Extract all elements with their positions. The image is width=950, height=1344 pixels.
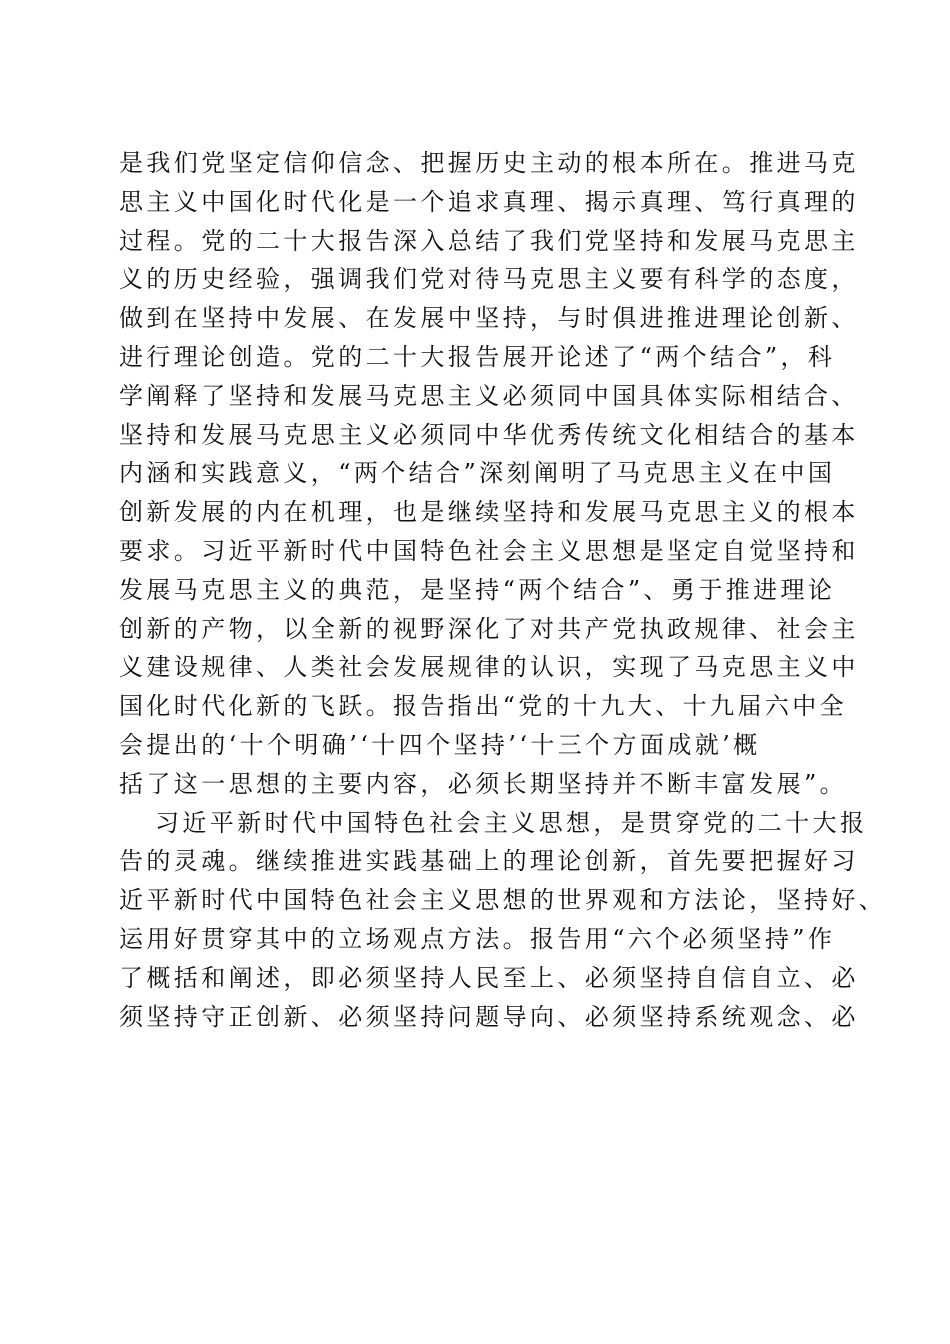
text-line: 进行理论创造。党的二十大报告展开论述了“两个结合”，科 — [119, 342, 836, 371]
text-line: 创新发展的内在机理，也是继续坚持和发展马克思主义的根本 — [119, 498, 859, 527]
text-line: 是我们党坚定信仰信念、把握历史主动的根本所在。推进马克 — [119, 149, 859, 177]
text-line: 括了这一思想的主要内容，必须长期坚持并不断丰富发展”。 — [119, 769, 848, 798]
text-line: 思主义中国化时代化是一个追求真理、揭示真理、笃行真理的 — [119, 187, 859, 216]
text-line: 国化时代化新的飞跃。报告指出“党的十九大、十九届六中全 — [119, 692, 848, 721]
text-line: 了概括和阐述，即必须坚持人民至上、必须坚持自信自立、必 — [119, 963, 859, 992]
text-line: 内涵和实践意义，“两个结合”深刻阐明了马克思主义在中国 — [119, 459, 836, 488]
text-line: 习近平新时代中国特色社会主义思想，是贯穿党的二十大报 — [155, 808, 868, 837]
text-line: 告的灵魂。继续推进实践基础上的理论创新，首先要把握好习 — [119, 847, 859, 876]
text-line: 学阐释了坚持和发展马克思主义必须同中国具体实际相结合、 — [119, 381, 859, 410]
text-line: 义的历史经验，强调我们党对待马克思主义要有科学的态度， — [119, 265, 859, 294]
paragraph-1 — [119, 144, 859, 804]
text-line: 义建设规律、人类社会发展规律的认识，实现了马克思主义中 — [119, 653, 859, 682]
text-line: 过程。党的二十大报告深入总结了我们党坚持和发展马克思主 — [119, 226, 859, 255]
body-text — [119, 144, 887, 1036]
text-line: 创新的产物，以全新的视野深化了对共产党执政规律、社会主 — [119, 614, 859, 643]
text-line: 运用好贯穿其中的立场观点方法。报告用“六个必须坚持”作 — [119, 924, 836, 953]
text-line: 近平新时代中国特色社会主义思想的世界观和方法论，坚持好、 — [119, 886, 887, 915]
text-line: 发展马克思主义的典范，是坚持“两个结合”、勇于推进理论 — [119, 575, 836, 604]
text-line: 坚持和发展马克思主义必须同中华优秀传统文化相结合的基本 — [119, 420, 859, 449]
text-line: 要求。习近平新时代中国特色社会主义思想是坚定自觉坚持和 — [119, 536, 859, 565]
text-line: 会提出的‘十个明确’‘十四个坚持’‘十三个方面成就’概 — [119, 730, 761, 759]
text-line: 须坚持守正创新、必须坚持问题导向、必须坚持系统观念、必 — [119, 1002, 859, 1031]
paragraph-2 — [119, 804, 887, 1037]
text-line: 做到在坚持中发展、在发展中坚持，与时俱进推进理论创新、 — [119, 304, 859, 333]
